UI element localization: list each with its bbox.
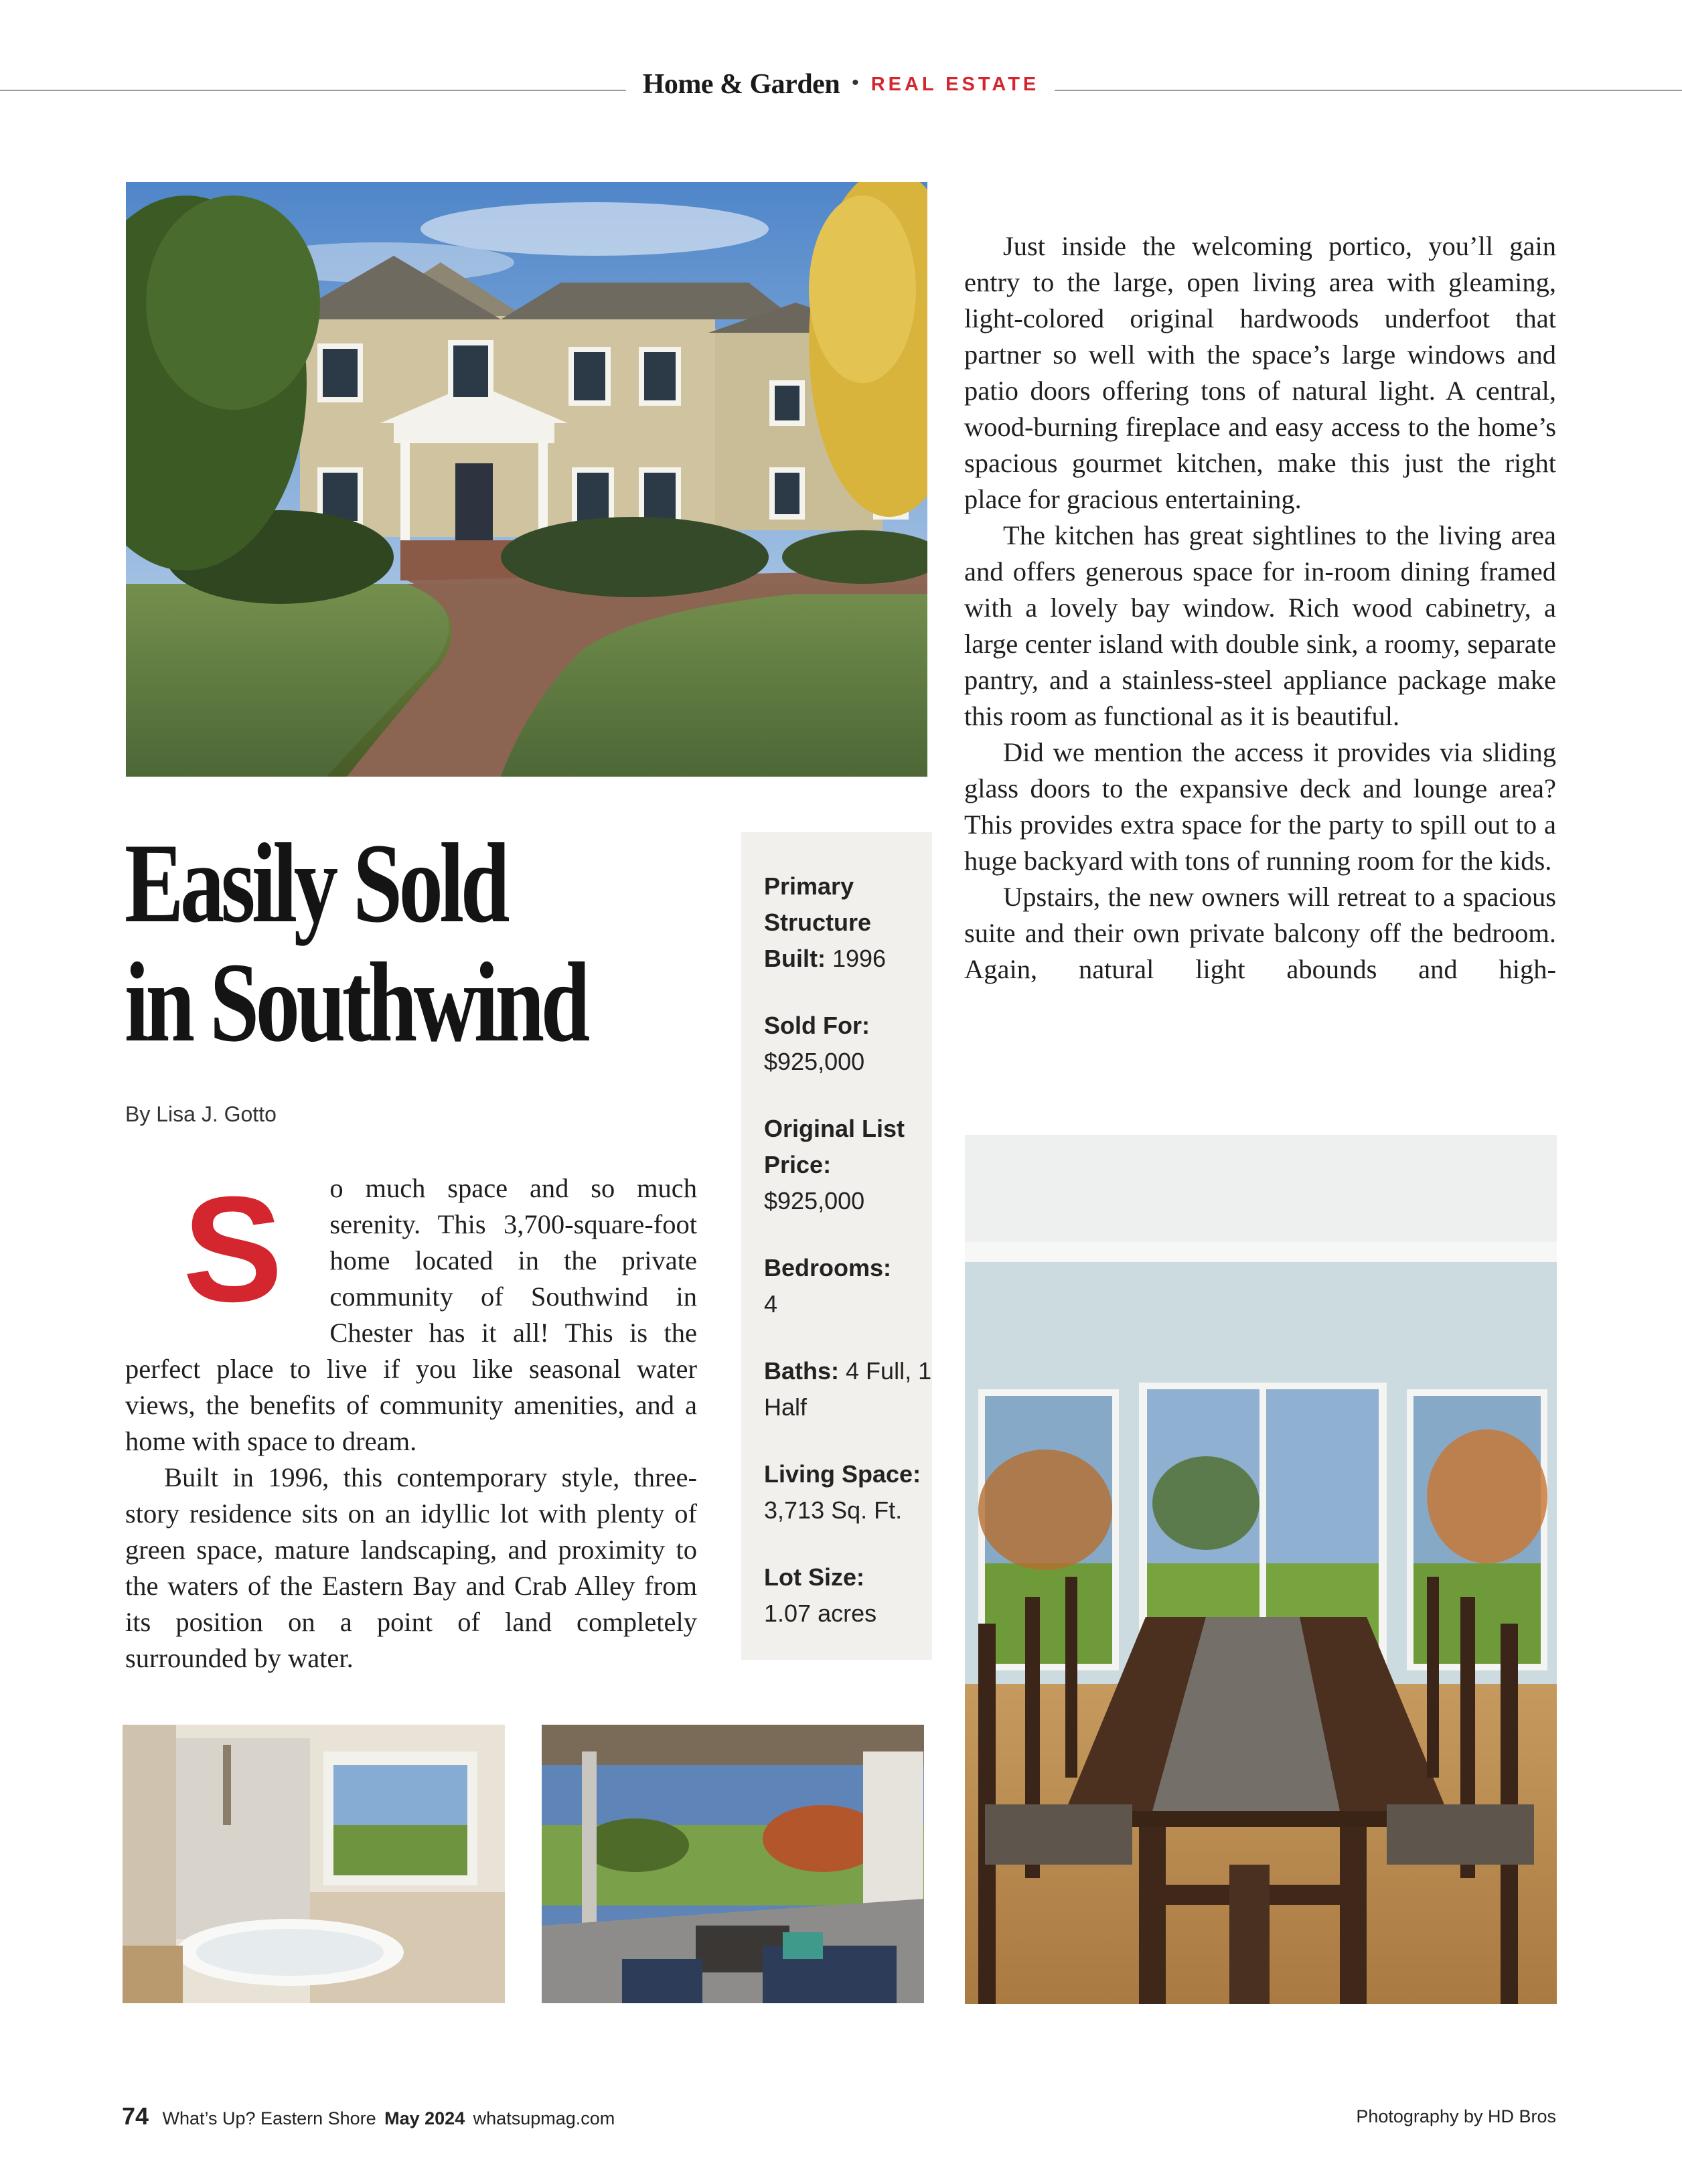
fact-lot-label: Lot Size: xyxy=(764,1563,864,1591)
paragraph-intro-text: o much space and so much serenity. This 3,700-square-foot home located in the private community of Southwind in Chester has it all! This is the perfect place to live if you like seasonal water views, the benefits of community amenities, and a home with space to dream. xyxy=(125,1173,697,1456)
bathroom-photo xyxy=(123,1725,505,2003)
fact-living-space xyxy=(764,1456,932,1529)
body-column-right xyxy=(964,228,1556,988)
fact-bedrooms-value: 4 xyxy=(764,1290,778,1318)
paragraph-built: Built in 1996, this contemporary style, three-story residence sits on an idyllic lot with plenty of green space, mature landscaping, and proximity to the waters of the Eastern Bay and Crab Alley from its position on a point of land completely surrounded by water. xyxy=(125,1462,697,1673)
title-line-2: in Southwind xyxy=(125,939,587,1065)
fact-built-label: Primary Structure Built: xyxy=(764,872,872,972)
byline: By Lisa J. Gotto xyxy=(125,1102,277,1126)
house-exterior-photo xyxy=(126,182,927,777)
fact-built xyxy=(764,868,932,977)
photo-credit xyxy=(1356,2106,1556,2127)
section-category: REAL ESTATE xyxy=(870,74,1040,95)
fact-lot-value: 1.07 acres xyxy=(764,1600,877,1627)
header-separator: • xyxy=(852,72,859,94)
dining-room-photo xyxy=(965,1135,1557,2004)
issue-date: May 2024 xyxy=(384,2108,465,2128)
fact-bedrooms xyxy=(764,1250,932,1322)
fact-baths-value: 4 Full, 1 Half xyxy=(764,1357,932,1421)
paragraph-deck: Did we mention the access it provides via sliding glass doors to the expansive deck and lounge area? This provides extra space for the party to spill out to a huge backyard with tons of running room for the kids. xyxy=(964,737,1556,876)
fact-list-price xyxy=(764,1111,932,1219)
article-title xyxy=(125,820,587,1065)
section-name: Home & Garden xyxy=(642,69,840,100)
fact-living-value: 3,713 Sq. Ft. xyxy=(764,1496,903,1524)
property-facts-box xyxy=(741,832,932,1660)
fact-lot-size xyxy=(764,1559,932,1632)
paragraph-upstairs: Upstairs, the new owners will retreat to a spacious suite and their own private balcony off the bedroom. Again, natural light abounds and high- xyxy=(964,882,1556,984)
fact-baths-label: Baths: xyxy=(764,1357,840,1385)
fact-bedrooms-label: Bedrooms: xyxy=(764,1254,892,1281)
website: whatsupmag.com xyxy=(473,2108,615,2128)
publication-name: What’s Up? Eastern Shore xyxy=(162,2108,376,2128)
body-column-left xyxy=(125,1166,697,1676)
paragraph-living-area: Just inside the welcoming portico, you’ll gain entry to the large, open living area with gleaming, light-colored original hardwoods underfoot that partner so well with the space’s large windows and patio doors offering tons of natural light. A central, wood-burning fireplace and easy access to the home’s spacious gourmet kitchen, make this just the right place for gracious entertaining. xyxy=(964,231,1556,514)
fact-list-label: Original List Price: xyxy=(764,1115,905,1178)
fact-sold xyxy=(764,1008,932,1080)
page-number: 74 xyxy=(122,2102,149,2130)
fact-sold-value: $925,000 xyxy=(764,1048,865,1075)
paragraph-intro xyxy=(125,1166,697,1460)
deck-lounge-photo xyxy=(542,1725,924,2003)
paragraph-kitchen: The kitchen has great sightlines to the living area and offers generous space for in-room dining framed with a lovely bay window. Rich wood cabinetry, a large center island with double sink, a roomy, separate pantry, and a stainless-steel appliance package make this room as functional as it is beautiful. xyxy=(964,520,1556,731)
fact-sold-label: Sold For: xyxy=(764,1012,870,1039)
fact-baths xyxy=(764,1353,932,1425)
page-footer-left xyxy=(122,2102,615,2130)
title-line-1: Easily Sold xyxy=(125,820,507,946)
section-header xyxy=(0,68,1682,100)
photo-credit-text: Photography by HD Bros xyxy=(1356,2106,1556,2126)
fact-list-value: $925,000 xyxy=(764,1187,865,1215)
fact-living-label: Living Space: xyxy=(764,1460,921,1488)
fact-built-value: 1996 xyxy=(832,945,887,972)
drop-cap: S xyxy=(183,1166,283,1333)
